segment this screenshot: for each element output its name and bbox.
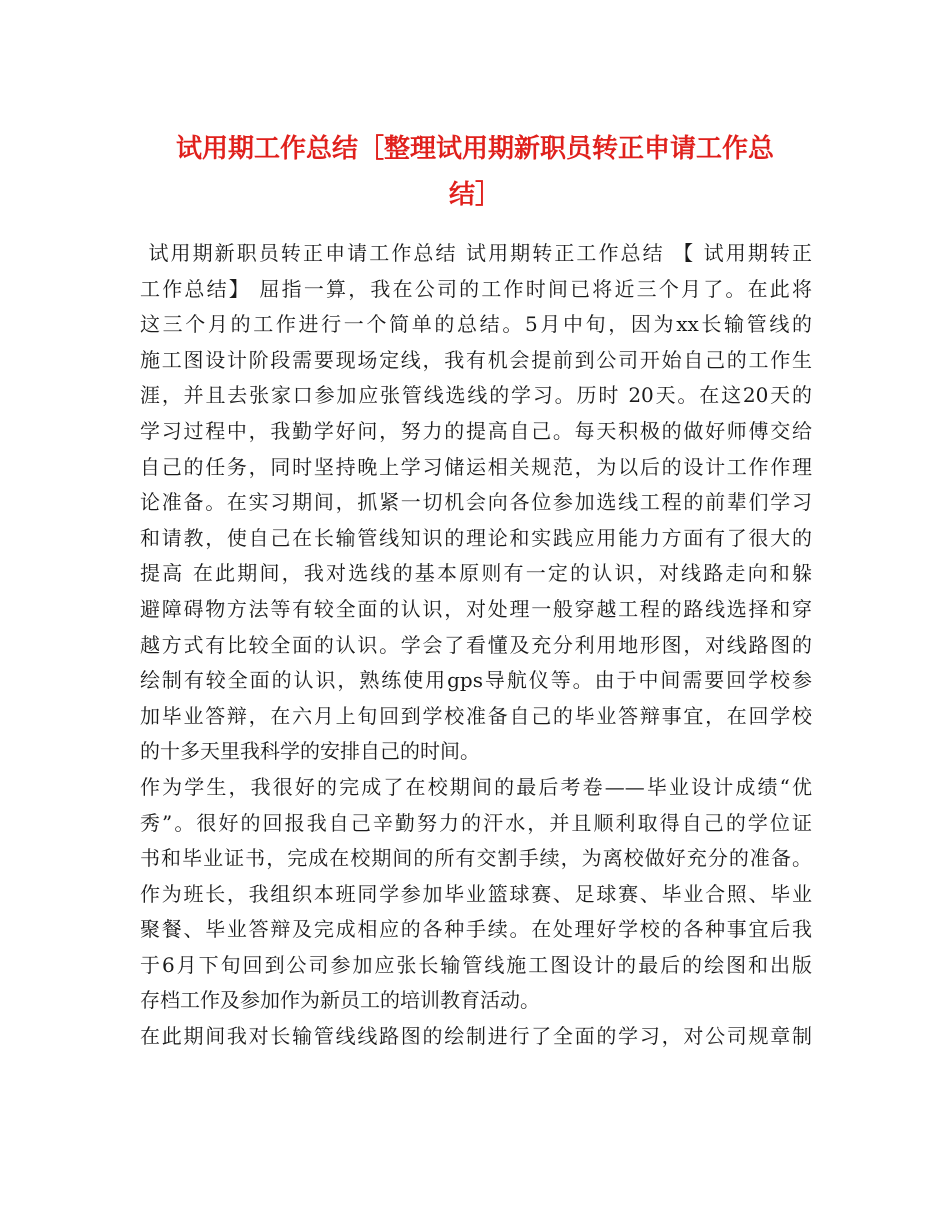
body-line: 这三个月的工作进行一个简单的总结。5月中旬，因为xx长输管线的	[140, 312, 812, 337]
body-line: 试用期新职员转正申请工作总结 试用期转正工作总结 【 试用期转正	[140, 241, 812, 265]
body-line: 避障碍物方法等有较全面的认识，对处理一般穿越工程的路线选择和穿	[140, 596, 812, 621]
body-line: 在此期间我对长输管线线路图的绘制进行了全面的学习，对公司规章制	[140, 1024, 812, 1049]
body-line: 自己的任务，同时坚持晚上学习储运相关规范，为以后的设计工作作理	[140, 454, 812, 479]
document-title	[140, 126, 810, 218]
body-line: 提高 在此期间，我对选线的基本原则有一定的认识，对线路走向和躲	[140, 561, 812, 586]
body-line: 加毕业答辩，在六月上旬回到学校准备自己的毕业答辩事宜，在回学校	[140, 703, 812, 728]
body-line: 聚餐、毕业答辩及完成相应的各种手续。在处理好学校的各种事宜后我	[140, 917, 812, 942]
body-line: 秀”。很好的回报我自己辛勤努力的汗水，并且顺利取得自己的学位证	[140, 810, 812, 835]
body-line: 和请教，使自己在长输管线知识的理论和实践应用能力方面有了很大的	[140, 525, 812, 550]
body-line: 论准备。在实习期间，抓紧一切机会向各位参加选线工程的前辈们学习	[140, 490, 812, 515]
body-line: 作为学生，我很好的完成了在校期间的最后考卷——毕业设计成绩“优	[140, 774, 812, 799]
body-line: 学习过程中，我勤学好问，努力的提高自己。每天积极的做好师傅交给	[140, 418, 812, 443]
body-line: 的十多天里我科学的安排自己的时间。	[140, 739, 480, 764]
body-line: 绘制有较全面的认识，熟练使用gps导航仪等。由于中间需要回学校参	[140, 668, 812, 693]
document-title-line-1: 试用期工作总结［整理试用期新职员转正申请工作总	[175, 134, 774, 164]
document-title-line-2: 结］	[448, 180, 501, 210]
body-line: 于6月下旬回到公司参加应张长输管线施工图设计的最后的绘图和出版	[140, 952, 812, 977]
body-line: 越方式有比较全面的认识。学会了看懂及充分利用地形图，对线路图的	[140, 632, 812, 657]
body-line: 涯，并且去张家口参加应张管线选线的学习。历时 20天。在这20天的	[140, 383, 812, 408]
document-body	[140, 236, 812, 1055]
body-line: 存档工作及参加作为新员工的培训教育活动。	[140, 988, 540, 1013]
body-line: 施工图设计阶段需要现场定线，我有机会提前到公司开始自己的工作生	[140, 347, 812, 372]
body-line: 书和毕业证书，完成在校期间的所有交割手续，为离校做好充分的准备。	[140, 846, 812, 871]
body-line: 工作总结】 屈指一算，我在公司的工作时间已将近三个月了。在此将	[140, 276, 812, 301]
body-line: 作为班长，我组织本班同学参加毕业篮球赛、足球赛、毕业合照、毕业	[140, 881, 812, 906]
